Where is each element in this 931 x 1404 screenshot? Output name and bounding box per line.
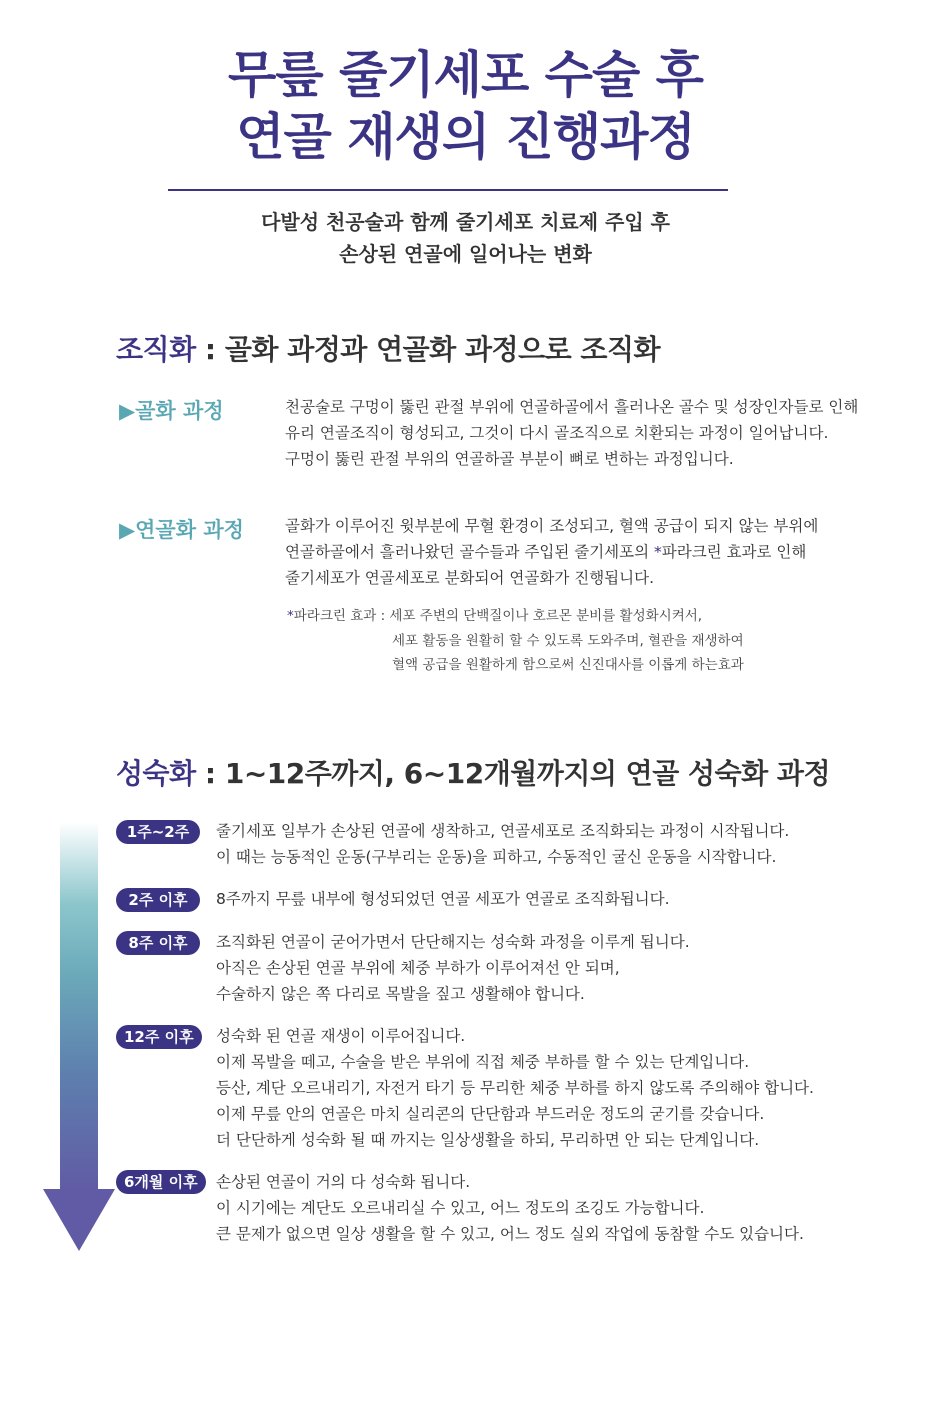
chondrification-line2-pre: 연골하골에서 흘러나왔던 골수들과 주입된 줄기세포의 (285, 543, 655, 561)
section-heading-maturation (116, 752, 830, 792)
paracrine-note-line1: 파라크린 효과 : 세포 주변의 단백질이나 호르몬 분비를 활성화시켜서, (293, 608, 703, 624)
paracrine-note-line (287, 604, 744, 629)
timeline-arrow-shaft (60, 822, 98, 1194)
stage-line: 더 단단하게 성숙화 될 때 까지는 일상생활을 하되, 무리하면 안 되는 단계입니다. (216, 1131, 760, 1149)
section-heading-organization-accent: 조직화 (116, 333, 196, 366)
paracrine-note-line: 혈액 공급을 원활하게 함으로써 신진대사를 이롭게 하는효과 (392, 657, 744, 673)
paracrine-note-line: 세포 활동을 원활히 할 수 있도록 도와주며, 혈관을 재생하여 (392, 632, 744, 649)
stage-line: 8주까지 무릎 내부에 형성되었던 연골 세포가 연골로 조직화됩니다. (216, 890, 670, 908)
chondrification-label: ▶연골화 과정 (119, 518, 244, 542)
stage-line: 이제 목발을 떼고, 수술을 받은 부위에 직접 체중 부하를 할 수 있는 단계입니다. (216, 1053, 750, 1071)
chondrification-line (285, 539, 818, 565)
section-heading-maturation-rest: : 1~12주까지, 6~12개월까지의 연골 성숙화 과정 (195, 757, 831, 790)
ossification-line: 천공술로 구멍이 뚫린 관절 부위에 연골하골에서 흘러나온 골수 및 성장인자들로 인해 (285, 398, 859, 416)
ossification-line: 유리 연골조직이 형성되고, 그것이 다시 골조직으로 치환되는 과정이 일어납니다. (285, 424, 829, 442)
chondrification-line: 줄기세포가 연골세포로 분화되어 연골화가 진행됩니다. (285, 569, 655, 587)
stage-line: 성숙화 된 연골 재생이 이루어집니다. (216, 1027, 466, 1045)
section-heading-organization-rest: : 골화 과정과 연골화 과정으로 조직화 (195, 333, 661, 366)
chondrification-line: 골화가 이루어진 윗부분에 무혈 환경이 조성되고, 혈액 공급이 되지 않는 부위에 (285, 517, 819, 535)
stage-badge-after-2-weeks: 2주 이후 (116, 888, 200, 912)
subtitle-line2: 손상된 연골에 일어나는 변화 (339, 242, 592, 266)
chondrification-line2-post: 파라크린 효과로 인해 (661, 543, 807, 561)
section-heading-maturation-accent: 성숙화 (116, 757, 196, 790)
stage-text-after-12-weeks (216, 1023, 814, 1153)
stage-badge-1-2-weeks: 1주~2주 (116, 820, 200, 844)
section-heading-organization (116, 328, 660, 368)
page-title (0, 44, 931, 168)
stage-line: 등산, 계단 오르내리기, 자전거 타기 등 무리한 체중 부하를 하지 않도록 주의해야 합니다. (216, 1079, 814, 1097)
stage-badge-after-6-months: 6개월 이후 (116, 1170, 206, 1194)
stage-text-1-2-weeks (216, 818, 789, 870)
stage-badge-after-12-weeks: 12주 이후 (116, 1025, 202, 1049)
stage-line: 줄기세포 일부가 손상된 연골에 생착하고, 연골세포로 조직화되는 과정이 시작됩니다. (216, 822, 790, 840)
footnote-marker: * (287, 608, 294, 624)
timeline-arrow-head-icon (43, 1189, 115, 1251)
page-title-line2: 연골 재생의 진행과정 (236, 108, 695, 166)
chondrification-text (285, 513, 818, 591)
subtitle-line1: 다발성 천공술과 함께 줄기세포 치료제 주입 후 (261, 210, 670, 234)
subtitle (0, 206, 931, 270)
stage-line: 손상된 연골이 거의 다 성숙화 됩니다. (216, 1173, 471, 1191)
stage-line: 큰 문제가 없으면 일상 생활을 할 수 있고, 어느 정도 실외 작업에 동참할 수도 있습니다. (216, 1225, 804, 1243)
ossification-line: 구멍이 뚫린 관절 부위의 연골하골 부분이 뼈로 변하는 과정입니다. (285, 450, 734, 468)
paracrine-note (287, 604, 744, 678)
stage-text-after-6-months (216, 1169, 804, 1247)
page-title-line1: 무릎 줄기세포 수술 후 (228, 46, 703, 104)
stage-text-after-2-weeks (216, 886, 670, 912)
stage-line: 아직은 손상된 연골 부위에 체중 부하가 이루어져선 안 되며, (216, 959, 620, 977)
title-divider (168, 189, 728, 191)
stage-line: 이제 무릎 안의 연골은 마치 실리콘의 단단함과 부드러운 정도의 굳기를 갖습니다. (216, 1105, 765, 1123)
ossification-label: ▶골화 과정 (119, 399, 224, 423)
stage-badge-after-8-weeks: 8주 이후 (116, 931, 200, 955)
stage-line: 수술하지 않은 쪽 다리로 목발을 짚고 생활해야 합니다. (216, 985, 585, 1003)
footnote-marker: * (654, 543, 662, 561)
stage-line: 이 시기에는 계단도 오르내리실 수 있고, 어느 정도의 조깅도 가능합니다. (216, 1199, 705, 1217)
ossification-text (285, 394, 858, 472)
stage-line: 이 때는 능동적인 운동(구부리는 운동)을 피하고, 수동적인 굴신 운동을 시작합니다. (216, 848, 777, 866)
stage-text-after-8-weeks (216, 929, 690, 1007)
stage-line: 조직화된 연골이 굳어가면서 단단해지는 성숙화 과정을 이루게 됩니다. (216, 933, 690, 951)
